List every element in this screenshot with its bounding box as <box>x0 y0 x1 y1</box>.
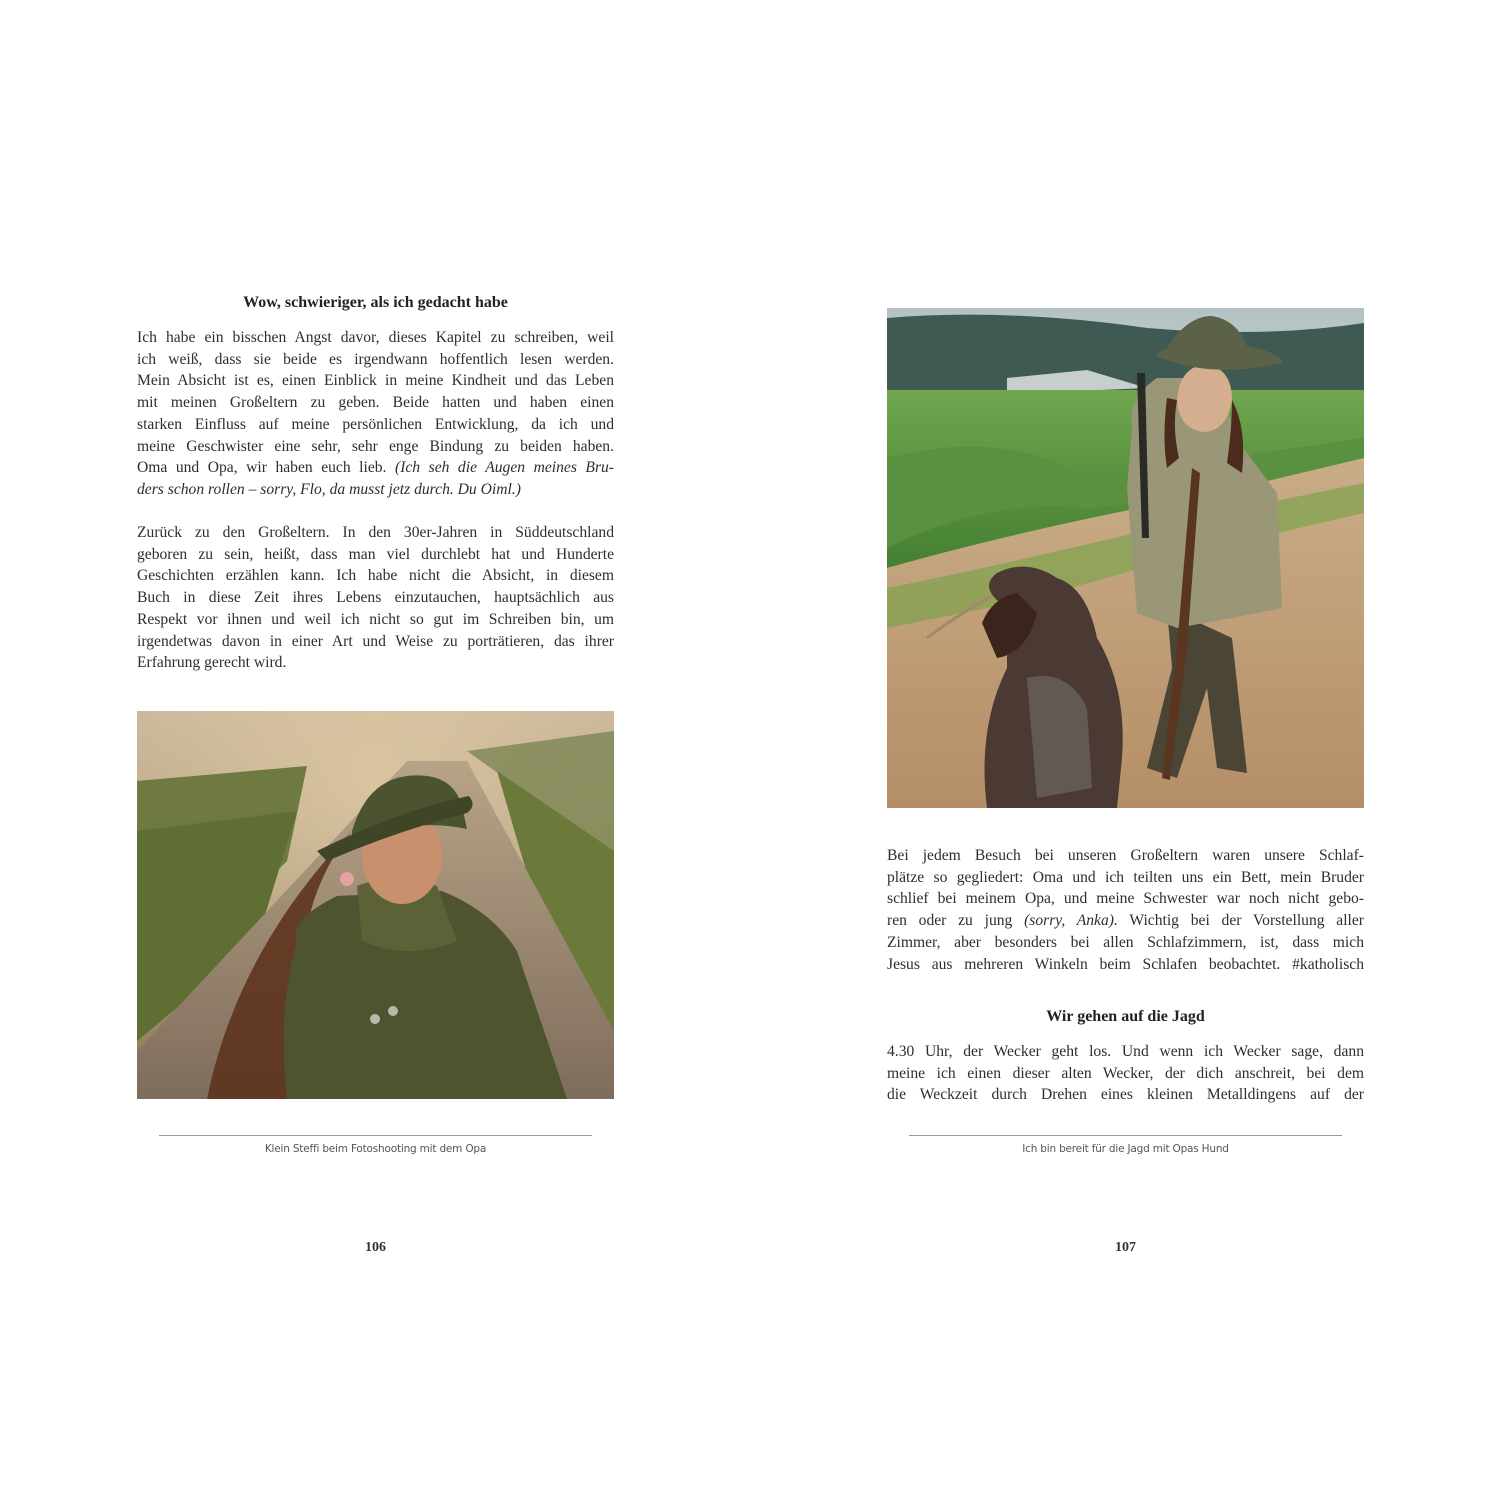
text-line: irgendetwas davon in einer Art und Weise zu porträtieren, das ihrer <box>137 632 614 650</box>
photo-girl-with-dog <box>887 308 1364 808</box>
italic-aside: (Ich seh die Augen meines Bru- <box>395 459 614 477</box>
text-line: starken Einfluss auf meine persönlichen Entwicklung, da ich und <box>137 415 614 433</box>
text-line: mit meinen Großeltern zu geben. Beide hatten und haben einen <box>137 394 614 412</box>
photo-caption-right: Ich bin bereit für die Jagd mit Opas Hund <box>1022 1143 1229 1155</box>
caption-rule-left <box>159 1135 592 1136</box>
text-line: 4.30 Uhr, der Wecker geht los. Und wenn ich Wecker sage, dann <box>887 1043 1364 1060</box>
photo-caption-left: Klein Steffi beim Fotoshooting mit dem Opa <box>264 1143 487 1155</box>
caption-rule-right <box>909 1135 1342 1136</box>
text-line: Respekt vor ihnen und weil ich nicht so gut im Schreiben bin, um <box>137 610 614 628</box>
text-line: meine ich einen dieser alten Wecker, der dich anschreit, bei dem <box>887 1064 1364 1082</box>
text-line: schlief bei meinem Opa, und meine Schwester war noch nicht gebo- <box>887 890 1364 908</box>
chapter-heading-left: Wow, schwieriger, als ich gedacht habe <box>243 294 508 311</box>
paragraph-right-2 <box>887 1041 1364 1106</box>
text-line <box>137 457 614 479</box>
paragraph-left-1 <box>137 327 614 501</box>
text-line: meine Geschwister eine sehr, sehr enge Bindung zu beiden haben. <box>137 437 614 455</box>
text-line: Zurück zu den Großeltern. In den 30er-Jahren in Süddeutschland <box>137 524 614 541</box>
text-line: Geschichten erzählen kann. Ich habe nicht die Absicht, in diesem <box>137 567 614 585</box>
text-line: ich weiß, dass sie beide es irgendwann hoffentlich lesen werden. <box>137 350 614 368</box>
paragraph-left-2 <box>137 522 614 674</box>
text-run: Wichtig bei der Vorstellung aller <box>1129 912 1364 930</box>
text-line: plätze so gegliedert: Oma und ich teilten uns ein Bett, mein Bruder <box>887 868 1364 886</box>
text-line: Mein Absicht ist es, einen Einblick in meine Kindheit und das Leben <box>137 372 614 390</box>
section-heading-right: Wir gehen auf die Jagd <box>1046 1008 1205 1025</box>
page-number-left: 106 <box>365 1240 386 1255</box>
text-line: Ich habe ein bisschen Angst davor, dieses Kapitel zu schreiben, weil <box>137 329 614 346</box>
paragraph-right-1 <box>887 845 1364 975</box>
text-line: Jesus aus mehreren Winkeln beim Schlafen beobachtet. #katholisch <box>887 955 1364 973</box>
text-line: Erfahrung gerecht wird. <box>137 654 287 672</box>
italic-aside: (sorry, Anka). <box>1024 912 1118 930</box>
text-line: Bei jedem Besuch bei unseren Großeltern waren unsere Schlaf- <box>887 847 1364 864</box>
text-line: Zimmer, aber besonders bei allen Schlafzimmern, ist, dass mich <box>887 933 1364 951</box>
text-run: Oma und Opa, wir haben euch lieb. <box>137 459 387 477</box>
photo-girl-foggy-road <box>137 711 614 1099</box>
text-line <box>137 479 614 501</box>
page-number-right: 107 <box>1115 1240 1136 1255</box>
text-run: ren oder zu jung <box>887 912 1013 930</box>
text-line: die Weckzeit durch Drehen eines kleinen Metalldingens auf der <box>887 1086 1364 1104</box>
text-line: geboren zu sein, heißt, dass man viel durchlebt hat und Hunderte <box>137 545 614 563</box>
italic-aside: ders schon rollen – sorry, Flo, da musst jetz durch. Du Oiml.) <box>137 480 521 498</box>
text-line <box>887 910 1364 932</box>
text-line: Buch in diese Zeit ihres Lebens einzutauchen, hauptsächlich aus <box>137 589 614 607</box>
